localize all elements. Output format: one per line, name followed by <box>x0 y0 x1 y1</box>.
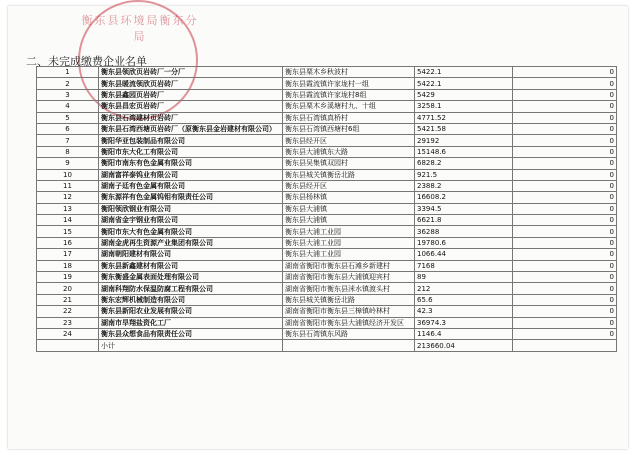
paid-amount: 0 <box>513 67 617 78</box>
subtotal-row <box>37 340 617 351</box>
enterprise-address: 衡东县大浦工业园 <box>283 226 415 237</box>
fee-amount: 5422.1 <box>415 78 513 89</box>
row-number: 20 <box>37 283 99 294</box>
enterprise-name: 衡阳市东大有色金属有限公司 <box>99 226 283 237</box>
fee-amount: 36288 <box>415 226 513 237</box>
row-number: 11 <box>37 180 99 191</box>
paid-amount: 0 <box>513 146 617 157</box>
enterprise-address: 衡东县城关镇衡岳北路 <box>283 169 415 180</box>
paid-amount: 0 <box>513 237 617 248</box>
enterprise-name: 衡阳市东大化工有限公司 <box>99 146 283 157</box>
row-number: 1 <box>37 67 99 78</box>
subtotal-blank <box>37 340 99 351</box>
paid-amount: 0 <box>513 101 617 112</box>
enterprise-address: 湖南省衡阳市衡东县三樟镇岭林村 <box>283 306 415 317</box>
enterprise-name: 衡阳华亚包装制品有限公司 <box>99 135 283 146</box>
table-row <box>37 203 617 214</box>
paid-amount: 0 <box>513 180 617 191</box>
enterprise-address: 衡东县栗木乡秋波村 <box>283 67 415 78</box>
row-number: 21 <box>37 294 99 305</box>
enterprise-name: 衡东宏辉机械制造有限公司 <box>99 294 283 305</box>
enterprise-address: 衡东县大浦镇 <box>283 215 415 226</box>
enterprise-address: 衡东县霞流镇许家垅村一组 <box>283 78 415 89</box>
fee-amount: 921.5 <box>415 169 513 180</box>
fee-amount: 15148.6 <box>415 146 513 157</box>
paid-amount: 0 <box>513 272 617 283</box>
table-row <box>37 158 617 169</box>
paid-amount: 0 <box>513 328 617 339</box>
seal-text: 衡东县环境局衡东分局 <box>81 14 199 43</box>
enterprise-address: 衡东县大浦工业园 <box>283 249 415 260</box>
paid-amount: 0 <box>513 135 617 146</box>
fee-amount: 3394.5 <box>415 203 513 214</box>
enterprise-address: 衡东县城关镇衡岳北路 <box>283 294 415 305</box>
row-number: 9 <box>37 158 99 169</box>
subtotal-blank <box>283 340 415 351</box>
row-number: 7 <box>37 135 99 146</box>
subtotal-blank <box>513 340 617 351</box>
enterprise-name: 衡东县新阳农业发展有限公司 <box>99 306 283 317</box>
enterprise-name: 湖南科翔防水保温防腐工程有限公司 <box>99 283 283 294</box>
paid-amount: 0 <box>513 123 617 134</box>
enterprise-name: 衡东县石湾建材页岩砖厂 <box>99 112 283 123</box>
paid-amount: 0 <box>513 78 617 89</box>
row-number: 23 <box>37 317 99 328</box>
enterprise-name: 衡东县众想食品有限责任公司 <box>99 328 283 339</box>
paid-amount: 0 <box>513 89 617 100</box>
paid-amount: 0 <box>513 158 617 169</box>
table-row <box>37 283 617 294</box>
table-row <box>37 89 617 100</box>
fee-amount: 6621.8 <box>415 215 513 226</box>
fee-amount: 65.6 <box>415 294 513 305</box>
table-row <box>37 226 617 237</box>
table-row <box>37 67 617 78</box>
row-number: 5 <box>37 112 99 123</box>
enterprise-address: 衡东县杨林镇 <box>283 192 415 203</box>
enterprise-name: 衡东县暖流领欣页岩砖厂 <box>99 78 283 89</box>
paid-amount: 0 <box>513 203 617 214</box>
table-row <box>37 317 617 328</box>
table-row <box>37 123 617 134</box>
row-number: 13 <box>37 203 99 214</box>
enterprise-address: 湖南省衡阳市衡东县大浦镇经济开发区 <box>283 317 415 328</box>
enterprise-address: 衡东县大浦镇 <box>283 203 415 214</box>
paid-amount: 0 <box>513 112 617 123</box>
paid-amount: 0 <box>513 283 617 294</box>
enterprise-name: 衡东县鑫园页岩砖厂 <box>99 89 283 100</box>
table-row <box>37 260 617 271</box>
row-number: 17 <box>37 249 99 260</box>
paid-amount: 0 <box>513 294 617 305</box>
row-number: 6 <box>37 123 99 134</box>
fee-amount: 19780.6 <box>415 237 513 248</box>
enterprise-address: 衡东县经开区 <box>283 135 415 146</box>
paid-amount: 0 <box>513 249 617 260</box>
row-number: 3 <box>37 89 99 100</box>
enterprise-name: 湖南朝阳建材有限公司 <box>99 249 283 260</box>
fee-amount: 212 <box>415 283 513 294</box>
paid-amount: 0 <box>513 317 617 328</box>
unpaid-enterprise-table <box>36 66 617 352</box>
enterprise-address: 衡东县大浦镇东大路 <box>283 146 415 157</box>
row-number: 22 <box>37 306 99 317</box>
table-row <box>37 78 617 89</box>
enterprise-address: 衡东县大浦工业园 <box>283 237 415 248</box>
table-row <box>37 249 617 260</box>
enterprise-name: 衡阳市南东有色金属有限公司 <box>99 158 283 169</box>
fee-amount: 1146.4 <box>415 328 513 339</box>
row-number: 2 <box>37 78 99 89</box>
fee-amount: 5421.58 <box>415 123 513 134</box>
table-row <box>37 101 617 112</box>
table-row <box>37 294 617 305</box>
table-body <box>37 67 617 352</box>
fee-amount: 29192 <box>415 135 513 146</box>
table-row <box>37 215 617 226</box>
table-row <box>37 169 617 180</box>
paid-amount: 0 <box>513 169 617 180</box>
enterprise-address: 湖南省衡阳市衡东县大浦镇迎宾村 <box>283 272 415 283</box>
enterprise-name: 湖南市旱翔盐资化工厂 <box>99 317 283 328</box>
enterprise-name: 衡东县石湾西塘页岩砖厂（原衡东县金岩建材有限公司） <box>99 123 283 134</box>
row-number: 12 <box>37 192 99 203</box>
table-row <box>37 272 617 283</box>
enterprise-address: 湖南省衡阳市衡东县洣水镇渡头村 <box>283 283 415 294</box>
paid-amount: 0 <box>513 306 617 317</box>
paid-amount: 0 <box>513 215 617 226</box>
fee-amount: 4771.52 <box>415 112 513 123</box>
enterprise-address: 衡东县栗木乡溪塘村九、十组 <box>283 101 415 112</box>
paid-amount: 0 <box>513 192 617 203</box>
enterprise-name: 湖南富祥泰钨业有限公司 <box>99 169 283 180</box>
fee-amount: 89 <box>415 272 513 283</box>
fee-amount: 42.3 <box>415 306 513 317</box>
row-number: 24 <box>37 328 99 339</box>
row-number: 19 <box>37 272 99 283</box>
paid-amount: 0 <box>513 260 617 271</box>
fee-amount: 7168 <box>415 260 513 271</box>
enterprise-name: 衡东源祥有色金属钨钼有限责任公司 <box>99 192 283 203</box>
enterprise-address: 衡东县石湾镇东风路 <box>283 328 415 339</box>
fee-amount: 1066.44 <box>415 249 513 260</box>
table-row <box>37 306 617 317</box>
table-row <box>37 192 617 203</box>
table-row <box>37 135 617 146</box>
enterprise-name: 湖南子廷有色金属有限公司 <box>99 180 283 191</box>
fee-amount: 36974.3 <box>415 317 513 328</box>
enterprise-name: 衡阳领欣钢业有限公司 <box>99 203 283 214</box>
document-page <box>8 6 628 449</box>
row-number: 4 <box>37 101 99 112</box>
row-number: 16 <box>37 237 99 248</box>
enterprise-address: 衡东县石湾镇真桥村 <box>283 112 415 123</box>
fee-amount: 16608.2 <box>415 192 513 203</box>
row-number: 18 <box>37 260 99 271</box>
table-row <box>37 146 617 157</box>
row-number: 15 <box>37 226 99 237</box>
enterprise-address: 衡东县霞流镇许家垅村8组 <box>283 89 415 100</box>
fee-amount: 5422.1 <box>415 67 513 78</box>
subtotal-amount: 213660.04 <box>415 340 513 351</box>
enterprise-address: 湖南省衡阳市衡东县石滩乡新建村 <box>283 260 415 271</box>
enterprise-name: 衡东县昌宏页岩砖厂 <box>99 101 283 112</box>
fee-amount: 2388.2 <box>415 180 513 191</box>
table-row <box>37 237 617 248</box>
enterprise-address: 衡东县石湾镇西塘村6组 <box>283 123 415 134</box>
enterprise-name: 衡东衡盛金属表面处理有限公司 <box>99 272 283 283</box>
fee-amount: 3258.1 <box>415 101 513 112</box>
table-row <box>37 180 617 191</box>
row-number: 14 <box>37 215 99 226</box>
paid-amount: 0 <box>513 226 617 237</box>
row-number: 10 <box>37 169 99 180</box>
subtotal-label: 小计 <box>99 340 283 351</box>
row-number: 8 <box>37 146 99 157</box>
enterprise-name: 衡东县领欣页岩砖厂一分厂 <box>99 67 283 78</box>
fee-amount: 5429 <box>415 89 513 100</box>
enterprise-address: 衡东县经开区 <box>283 180 415 191</box>
table-row <box>37 112 617 123</box>
enterprise-name: 衡东县新鑫建材有限公司 <box>99 260 283 271</box>
table-row <box>37 328 617 339</box>
enterprise-name: 湖南省金宇钢业有限公司 <box>99 215 283 226</box>
fee-amount: 6828.2 <box>415 158 513 169</box>
enterprise-name: 湖南金虎再生资源产业集团有限公司 <box>99 237 283 248</box>
enterprise-address: 衡东县吴集镇双园村 <box>283 158 415 169</box>
section-heading: 二、未完成缴费企业名单 <box>26 55 147 68</box>
